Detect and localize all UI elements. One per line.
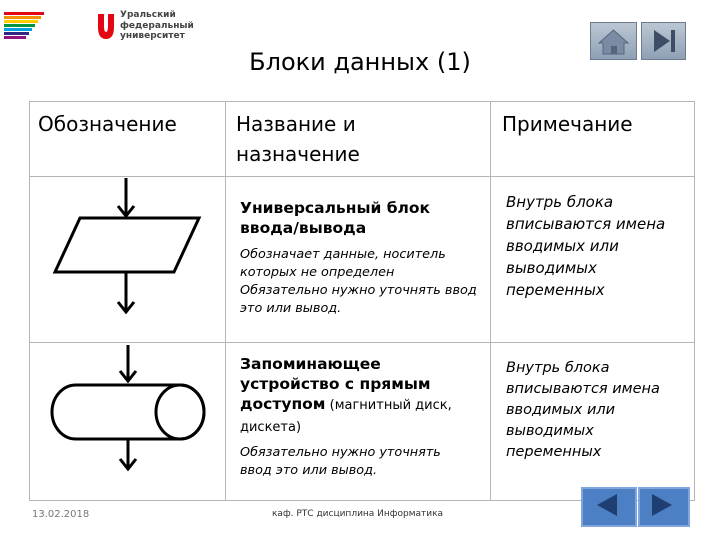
row2-name: Запоминающее устройство с прямым доступом xyxy=(240,355,431,413)
header-name-purpose: Название и назначение xyxy=(236,112,360,166)
university-logo-icon xyxy=(96,12,116,42)
drum-storage-icon xyxy=(40,345,220,475)
header-note: Примечание xyxy=(502,112,633,136)
next-slide-button[interactable] xyxy=(638,487,690,527)
row2-note: Внутрь блока вписываются имена вводимых или выводимых переменных xyxy=(506,360,660,460)
university-logo-stripes xyxy=(4,12,44,42)
footer-date: 13.02.2018 xyxy=(32,509,90,520)
header-designation: Обозначение xyxy=(38,112,177,136)
footer-department: каф. РТС дисциплина Информатика xyxy=(272,509,444,519)
row2-description: Обязательно нужно уточнять ввод это или вывод. xyxy=(240,445,441,478)
next-slide-icon xyxy=(640,489,684,521)
row1-note: Внутрь блока вписываются имена вводимых или выводимых переменных xyxy=(506,193,666,299)
row2-name-block xyxy=(240,354,485,438)
parallelogram-io-icon xyxy=(40,178,220,338)
row2-name-suffix: (магнитный диск, дискета) xyxy=(240,398,452,435)
previous-slide-icon xyxy=(583,489,631,521)
row1-name: Универсальный блок ввода/вывода xyxy=(240,199,431,237)
previous-slide-button[interactable] xyxy=(581,487,637,527)
university-logo-text: Уральский федеральный университет xyxy=(120,10,194,41)
slide-title: Блоки данных (1) xyxy=(249,48,471,76)
row1-description: Обозначает данные, носитель которых не определен Обязательно нужно уточнять ввод это или вывод. xyxy=(240,247,477,316)
